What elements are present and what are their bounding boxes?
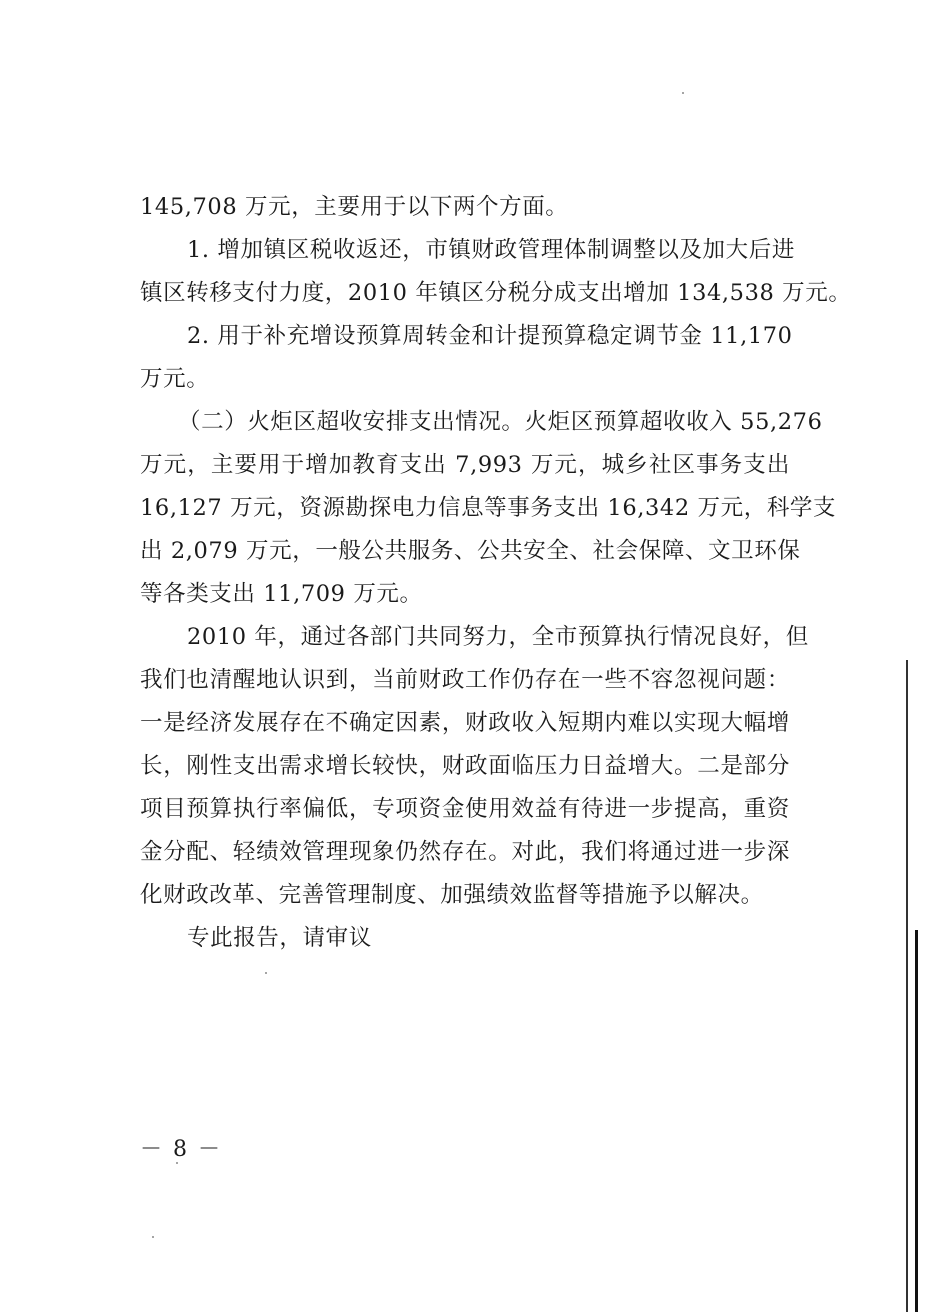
scan-speck [152, 1236, 154, 1238]
text-line-9: 出 2,079 万元，一般公共服务、公共安全、社会保障、文卫环保 [140, 538, 801, 564]
scan-speck [265, 972, 267, 974]
text-line-13: 一是经济发展存在不确定因素，财政收入短期内难以实现大幅增 [140, 710, 790, 736]
text-line-5: 万元。 [140, 366, 210, 392]
scan-edge-shadow [906, 660, 908, 1312]
text-line-1: 145,708 万元，主要用于以下两个方面。 [140, 194, 569, 220]
text-line-8: 16,127 万元，资源勘探电力信息等事务支出 16,342 万元，科学支 [140, 495, 837, 521]
text-line-10: 等各类支出 11,709 万元。 [140, 581, 423, 607]
text-line-11: 2010 年，通过各部门共同努力，全市预算执行情况良好，但 [187, 624, 809, 650]
scan-speck [176, 1162, 178, 1164]
text-line-17: 化财政改革、完善管理制度、加强绩效监督等措施予以解决。 [140, 882, 764, 908]
text-line-14: 长，刚性支出需求增长较快，财政面临压力日益增大。二是部分 [140, 753, 790, 779]
text-line-12: 我们也清醒地认识到，当前财政工作仍存在一些不容忽视问题： [140, 667, 790, 693]
text-line-7: 万元，主要用于增加教育支出 7,993 万元，城乡社区事务支出 [140, 452, 790, 478]
text-line-3: 镇区转移支付力度，2010 年镇区分税分成支出增加 134,538 万元。 [140, 280, 852, 306]
text-line-18: 专此报告，请审议 [187, 925, 372, 951]
text-line-6: （二）火炬区超收安排支出情况。火炬区预算超收收入 55,276 [178, 409, 823, 435]
scan-edge-shadow-dark [915, 930, 918, 1312]
text-line-4: 2. 用于补充增设预算周转金和计提预算稳定调节金 11,170 [187, 323, 793, 349]
page-number: － 8 － [140, 1137, 222, 1162]
text-line-2: 1. 增加镇区税收返还，市镇财政管理体制调整以及加大后进 [187, 237, 795, 263]
text-line-16: 金分配、轻绩效管理现象仍然存在。对此，我们将通过进一步深 [140, 839, 790, 865]
text-line-15: 项目预算执行率偏低，专项资金使用效益有待进一步提高，重资 [140, 796, 790, 822]
scan-speck [682, 92, 684, 94]
